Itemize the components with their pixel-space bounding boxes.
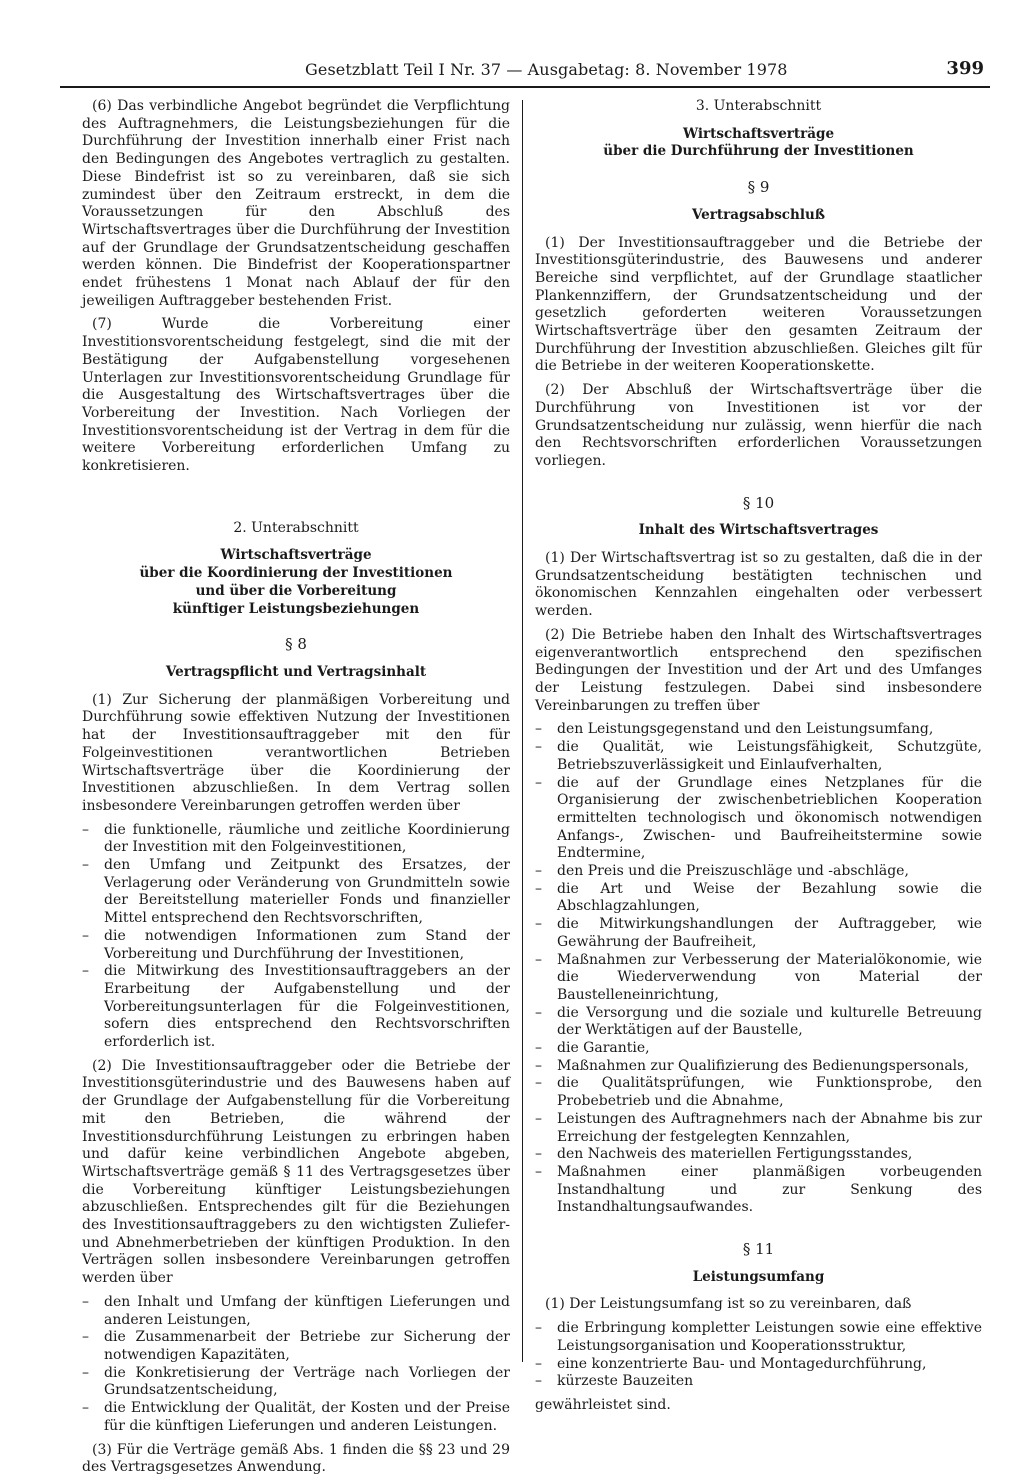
list-item: – den Inhalt und Umfang der künftigen Lieferungen und anderen Leistungen, <box>82 1293 510 1328</box>
section-8-paragraph-2: (2) Die Investitionsauftraggeber oder die Betriebe der Investitionsgüterindustrie und des Bauwesens haben auf der Grundlage der Aufgabenstellung für die Vorbereitung mit den Betrieben, die während der Investitionsdurchführung Leistungen zu erbringen haben und dafür keine verbindlichen Angebote abgeben, Wirtschaftsverträge gemäß § 11 des Vertragsgesetzes über die Vorbereitung künftiger Leistungsbeziehungen abzuschließen. Entsprechendes gilt für die Beziehungen des Investitionsauftraggebers zu den wichtigsten Zuliefer- und Abnehmerbetrieben der künftigen Produktion. In den Verträgen sollen insbesondere Vereinbarungen getroffen werden über <box>82 1057 510 1287</box>
subsection-2-label: 2. Unterabschnitt <box>233 519 359 536</box>
subsection-3-label: 3. Unterabschnitt <box>695 98 822 114</box>
list-item: – kürzeste Bauzeiten <box>535 1373 694 1390</box>
list-item: – Maßnahmen zur Qualifizierung des Bedienungspersonals, <box>535 1057 969 1074</box>
list-item: – Maßnahmen zur Verbesserung der Materialökonomie, wie die Wiederverwendung von Material der Baustelleneinrichtung, <box>535 951 982 1003</box>
subsection-2-title-line-4: künftiger Leistungsbeziehungen <box>172 600 420 617</box>
list-item: – den Leistungsgegenstand und den Leistungsumfang, <box>535 721 934 738</box>
list-item: – den Umfang und Zeitpunkt des Ersatzes, der Verlagerung oder Veränderung von Grundmitteln sowie der Bereitstellung materieller Fonds und finanzieller Mittel entsprechend den Rechtsvorschriften, <box>82 857 510 927</box>
list-item: – die Zusammenarbeit der Betriebe zur Sicherung der notwendigen Kapazitäten, <box>82 1329 510 1363</box>
list-item: – die Erbringung kompletter Leistungen sowie eine effektive Leistungsorganisation und Kooperationsstruktur, <box>535 1320 982 1354</box>
section-10-list <box>535 721 982 1217</box>
list-item: – eine konzentrierte Bau- und Montagedurchführung, <box>535 1355 927 1372</box>
section-10-paragraph-2: (2) Die Betriebe haben den Inhalt des Wirtschaftsvertrages eigenverantwortlich entsprechend den spezifischen Bedingungen der Investition und der Art und des Umfanges der Leistung festzulegen. Dabei sind insbesondere Vereinbarungen zu treffen über <box>535 626 982 714</box>
section-8-heading: Vertragspflicht und Vertragsinhalt <box>165 663 427 680</box>
section-9-sign: § 9 <box>747 178 770 197</box>
list-item: – die Art und Weise der Bezahlung sowie die Abschlagzahlungen, <box>535 880 982 915</box>
list-item: – die funktionelle, räumliche und zeitliche Koordinierung der Investition mit den Folgeinvestitionen, <box>82 821 510 856</box>
list-item: – die Qualität, wie Leistungsfähigkeit, Schutzgüte, Betriebszuverlässigkeit und Einlaufverhalten, <box>535 739 982 773</box>
subsection-3-heading <box>535 98 982 161</box>
list-item: – die Qualitätsprüfungen, wie Funktionsprobe, den Probebetrieb und die Abnahme, <box>535 1075 982 1110</box>
list-item: – die auf der Grundlage eines Netzplanes für die Organisierung der zwischenbetrieblichen Kooperation ermittelten technologisch und ökonomisch notwendigen Anfangs-, Zwischen- und Baufreiheitstermine sowie Endtermine, <box>535 774 982 862</box>
subsection-3-title-line-2: über die Durchführung der Investitionen <box>603 143 914 160</box>
list-item: – den Nachweis des materiellen Fertigungsstandes, <box>535 1146 913 1163</box>
subsection-2-title-line-1: Wirtschaftsverträge <box>220 547 372 564</box>
section-11-paragraph-1: (1) Der Leistungsumfang ist so zu vereinbaren, daß <box>545 1296 912 1313</box>
section-10-heading: Inhalt des Wirtschaftsvertrages <box>638 522 879 539</box>
section-8-list-2 <box>82 1294 510 1436</box>
subsection-3-title-line-1: Wirtschaftsverträge <box>682 125 835 142</box>
subsection-2-title-line-3: und über die Vorbereitung <box>195 582 397 599</box>
list-item: – die notwendigen Informationen zum Stand der Vorbereitung und Durchführung der Investitionen, <box>82 927 510 962</box>
list-item: – die Mitwirkung des Investitionsauftraggebers an der Erarbeitung der Aufgabenstellung und der Vorbereitungsunterlagen für die Folgeinvestitionen, sofern dies entsprechend den Rechtsvorschriften erforderlich ist. <box>82 963 510 1051</box>
section-9-paragraph-2: (2) Der Abschluß der Wirtschaftsverträge über die Durchführung von Investitionen ist vor der Grundsatzentscheidung nur zulässig, wenn hierfür die nach den Rechtsvorschriften erforderlichen Voraussetzungen vorliegen. <box>535 382 982 469</box>
list-item: – die Entwicklung der Qualität, der Kosten und der Preise für die künftigen Lieferungen und anderen Leistungen. <box>82 1400 510 1434</box>
page-number: 399 <box>946 58 984 79</box>
section-10-sign: § 10 <box>742 493 775 512</box>
list-item: – die Mitwirkungshandlungen der Auftraggeber, wie Gewährung der Baufreiheit, <box>535 916 982 950</box>
section-11-heading: Leistungsumfang <box>692 1268 825 1285</box>
left-column <box>82 98 510 1476</box>
section-10-paragraph-1: (1) Der Wirtschaftsvertrag ist so zu gestalten, daß die in der Grundsatzentscheidung bestätigten technischen und ökonomischen Kennzahlen eingehalten oder verbessert werden. <box>535 550 982 620</box>
section-8-list-1 <box>82 822 510 1052</box>
section-8-sign: § 8 <box>285 635 307 654</box>
subsection-2-heading <box>82 520 510 619</box>
list-item: – Leistungen des Auftragnehmers nach der Abnahme bis zur Erreichung der festgelegten Kennzahlen, <box>535 1110 982 1145</box>
section-11-list <box>535 1320 982 1391</box>
section-11-tail: gewährleistet sind. <box>535 1397 671 1413</box>
page-header <box>60 58 990 88</box>
section-9-heading: Vertragsabschluß <box>691 206 826 223</box>
list-item: – den Preis und die Preiszuschläge und -abschläge, <box>535 863 909 880</box>
section-8-paragraph-1: (1) Zur Sicherung der planmäßigen Vorbereitung und Durchführung sowie effektiven Nutzung der Investitionen hat der Investitionsauftraggeber mit den für Folgeinvestitionen verantwortlichen Betrieben Wirtschaftsverträge über die Koordinierung der Investitionen abzuschließen. In dem Vertrag sollen insbesondere Vereinbarungen getroffen werden über <box>82 691 510 814</box>
paragraph-7: (7) Wurde die Vorbereitung einer Investitionsvorentscheidung festgelegt, sind die mit der Bestätigung der Aufgabenstellung vorgesehenen Unterlagen zur Investitionsvorentscheidung Grundlage für die Ausgestaltung des Wirtschaftsvertrages über die Vorbereitung der Investition. Nach Vorliegen der Investitionsvorentscheidung ist der Vertrag in dem für die weitere Vorbereitung erforderlichen Umfang zu konkretisieren. <box>82 316 510 475</box>
right-column <box>535 98 982 1413</box>
list-item: – die Garantie, <box>535 1040 650 1057</box>
list-item: – Maßnahmen einer planmäßigen vorbeugenden Instandhaltung und zur Senkung des Instandhaltungsaufwandes. <box>535 1163 982 1216</box>
section-11-sign: § 11 <box>742 1240 775 1259</box>
column-divider <box>522 100 523 1362</box>
list-item: – die Versorgung und die soziale und kulturelle Betreuung der Werktätigen auf der Baustelle, <box>535 1004 982 1039</box>
subsection-2-title-line-2: über die Koordinierung der Investitionen <box>139 565 453 582</box>
paragraph-6: (6) Das verbindliche Angebot begründet die Verpflichtung des Auftragnehmers, die Leistungsbeziehungen für die Durchführung der Investition innerhalb einer Frist nach den Bedingungen des Angebotes vertraglich zu gestalten. Diese Bindefrist ist so zu vereinbaren, daß sie sich zumindest über den Zeitraum erstreckt, in dem die Voraussetzungen für den Abschluß des Wirtschaftsvertrages über die Durchführung der Investition auf der Grundlage der Grundsatzentscheidung geschaffen werden können. Die Bindefrist der Kooperationspartner endet frühestens 1 Monat nach Ablauf der für den jeweiligen Auftraggeber bestehenden Frist. <box>82 98 510 309</box>
list-item: – die Konkretisierung der Verträge nach Vorliegen der Grundsatzentscheidung, <box>82 1364 510 1399</box>
section-8-paragraph-3: (3) Für die Verträge gemäß Abs. 1 finden die §§ 23 und 29 des Vertragsgesetzes Anwendung. <box>82 1441 510 1476</box>
header-title: Gesetzblatt Teil I Nr. 37 — Ausgabetag: 8. November 1978 <box>305 60 788 79</box>
section-9-paragraph-1: (1) Der Investitionsauftraggeber und die Betriebe der Investitionsgüterindustrie, des Bauwesens und anderer Bereiche sind verpflichtet, auf der Grundlage staatlicher Plankennziffern, der Grundsatzentscheidung und der gesetzlich geforderten weiteren Voraussetzungen Wirtschaftsverträge über den gesamten Zeitraum der Durchführung der Investition abzuschließen. Gleiches gilt für die Betriebe in der weiteren Kooperationskette. <box>535 234 982 375</box>
